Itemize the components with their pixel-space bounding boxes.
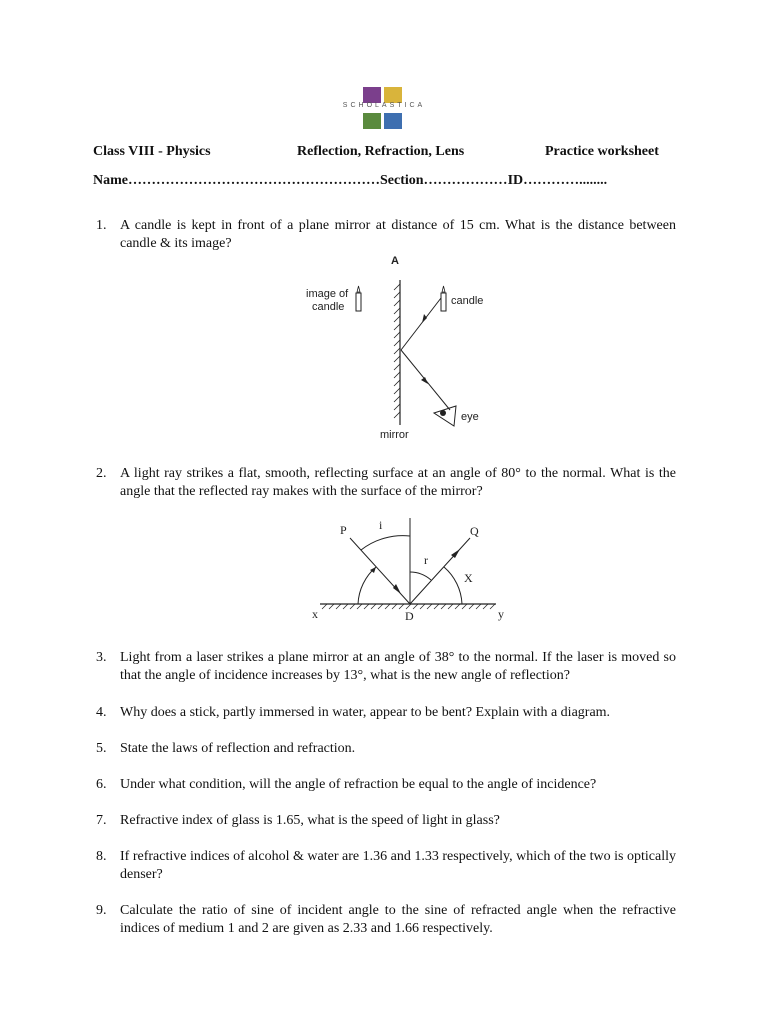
header-worksheet-type: Practice worksheet (545, 144, 659, 159)
label-i: i (379, 518, 383, 532)
question-7 (96, 812, 676, 830)
logo-square-blue (384, 113, 402, 129)
angle-arc-x (444, 567, 462, 604)
question-number: 8. (96, 849, 107, 864)
question-6 (96, 776, 676, 794)
question-3 (96, 649, 676, 685)
label-r: r (424, 553, 428, 567)
incident-arrow (393, 584, 401, 594)
logo-square-yellow (384, 87, 402, 103)
label-mirror: mirror (380, 429, 409, 441)
reflected-arrow (451, 549, 460, 558)
header-class-subject: Class VIII - Physics (93, 144, 211, 159)
reflected-arrow (421, 377, 428, 384)
question-number: 7. (96, 813, 107, 828)
name-field: Name……………………………………………… (93, 173, 380, 188)
question-text: Light from a laser strikes a plane mirror at an angle of 38° to the normal. If the laser is moved so that the angle of incidence increases by 13°, what is the new angle of reflection? (120, 650, 676, 683)
question-number: 3. (96, 650, 107, 665)
question-9 (96, 902, 676, 938)
label-x-angle: X (464, 571, 473, 585)
question-text: Why does a stick, partly immersed in water, appear to be bent? Explain with a diagram. (120, 705, 611, 720)
logo-square-green (363, 113, 381, 129)
image-candle-icon (356, 293, 361, 311)
label-a: A (391, 255, 399, 267)
question-5 (96, 740, 676, 758)
reflection-angle-diagram (300, 512, 520, 627)
question-text: Under what condition, will the angle of refraction be equal to the angle of incidence? (120, 777, 597, 792)
header-topic: Reflection, Refraction, Lens (297, 144, 465, 159)
question-text: Refractive index of glass is 1.65, what is the speed of light in glass? (120, 813, 500, 828)
logo-wordmark: SCHOLASTICA (342, 102, 426, 109)
eye-icon (434, 406, 456, 426)
question-text: State the laws of reflection and refraction. (120, 741, 356, 756)
label-eye: eye (461, 411, 479, 423)
mirror-hatching (394, 284, 400, 418)
section-field: Section……………… (380, 173, 508, 188)
question-number: 4. (96, 705, 107, 720)
label-candle: candle (451, 295, 484, 307)
school-logo (326, 83, 442, 133)
angle-arc-r (410, 572, 431, 580)
question-number: 5. (96, 741, 107, 756)
question-2 (96, 465, 676, 501)
label-x-axis: x (312, 607, 318, 621)
label-image-of: image of (306, 288, 349, 300)
label-y-axis: y (498, 607, 504, 621)
question-text: A candle is kept in front of a plane mirror at distance of 15 cm. What is the distance between candle & its image? (120, 218, 676, 251)
logo-square-purple (363, 87, 381, 103)
angle-arc-i (361, 536, 410, 550)
question-number: 9. (96, 903, 107, 918)
question-number: 2. (96, 466, 107, 481)
question-text: If refractive indices of alcohol & water are 1.36 and 1.33 respectively, which of the two is optically denser? (120, 849, 676, 882)
label-d: D (405, 609, 414, 623)
incident-ray (401, 298, 441, 350)
question-number: 1. (96, 218, 107, 233)
question-number: 6. (96, 777, 107, 792)
label-q: Q (470, 524, 479, 538)
label-candle-image: candle (312, 301, 345, 313)
angle-arc-left (358, 567, 376, 604)
question-8 (96, 848, 676, 884)
id-field: ID…………........ (507, 173, 608, 188)
candle-icon (441, 293, 446, 311)
question-4 (96, 704, 676, 722)
question-text: Calculate the ratio of sine of incident angle to the sine of refracted angle when the refractive indices of medium 1 and 2 are given as 2.33 and 1.66 respectively. (120, 903, 676, 936)
incident-arrow (422, 314, 427, 323)
student-info-row (93, 173, 607, 189)
question-text: A light ray strikes a flat, smooth, reflecting surface at an angle of 80° to the normal. What is the angle that the reflected ray makes with the surface of the mirror? (120, 466, 676, 499)
label-p: P (340, 523, 347, 537)
question-1 (96, 217, 676, 253)
plane-mirror-diagram (300, 250, 500, 445)
